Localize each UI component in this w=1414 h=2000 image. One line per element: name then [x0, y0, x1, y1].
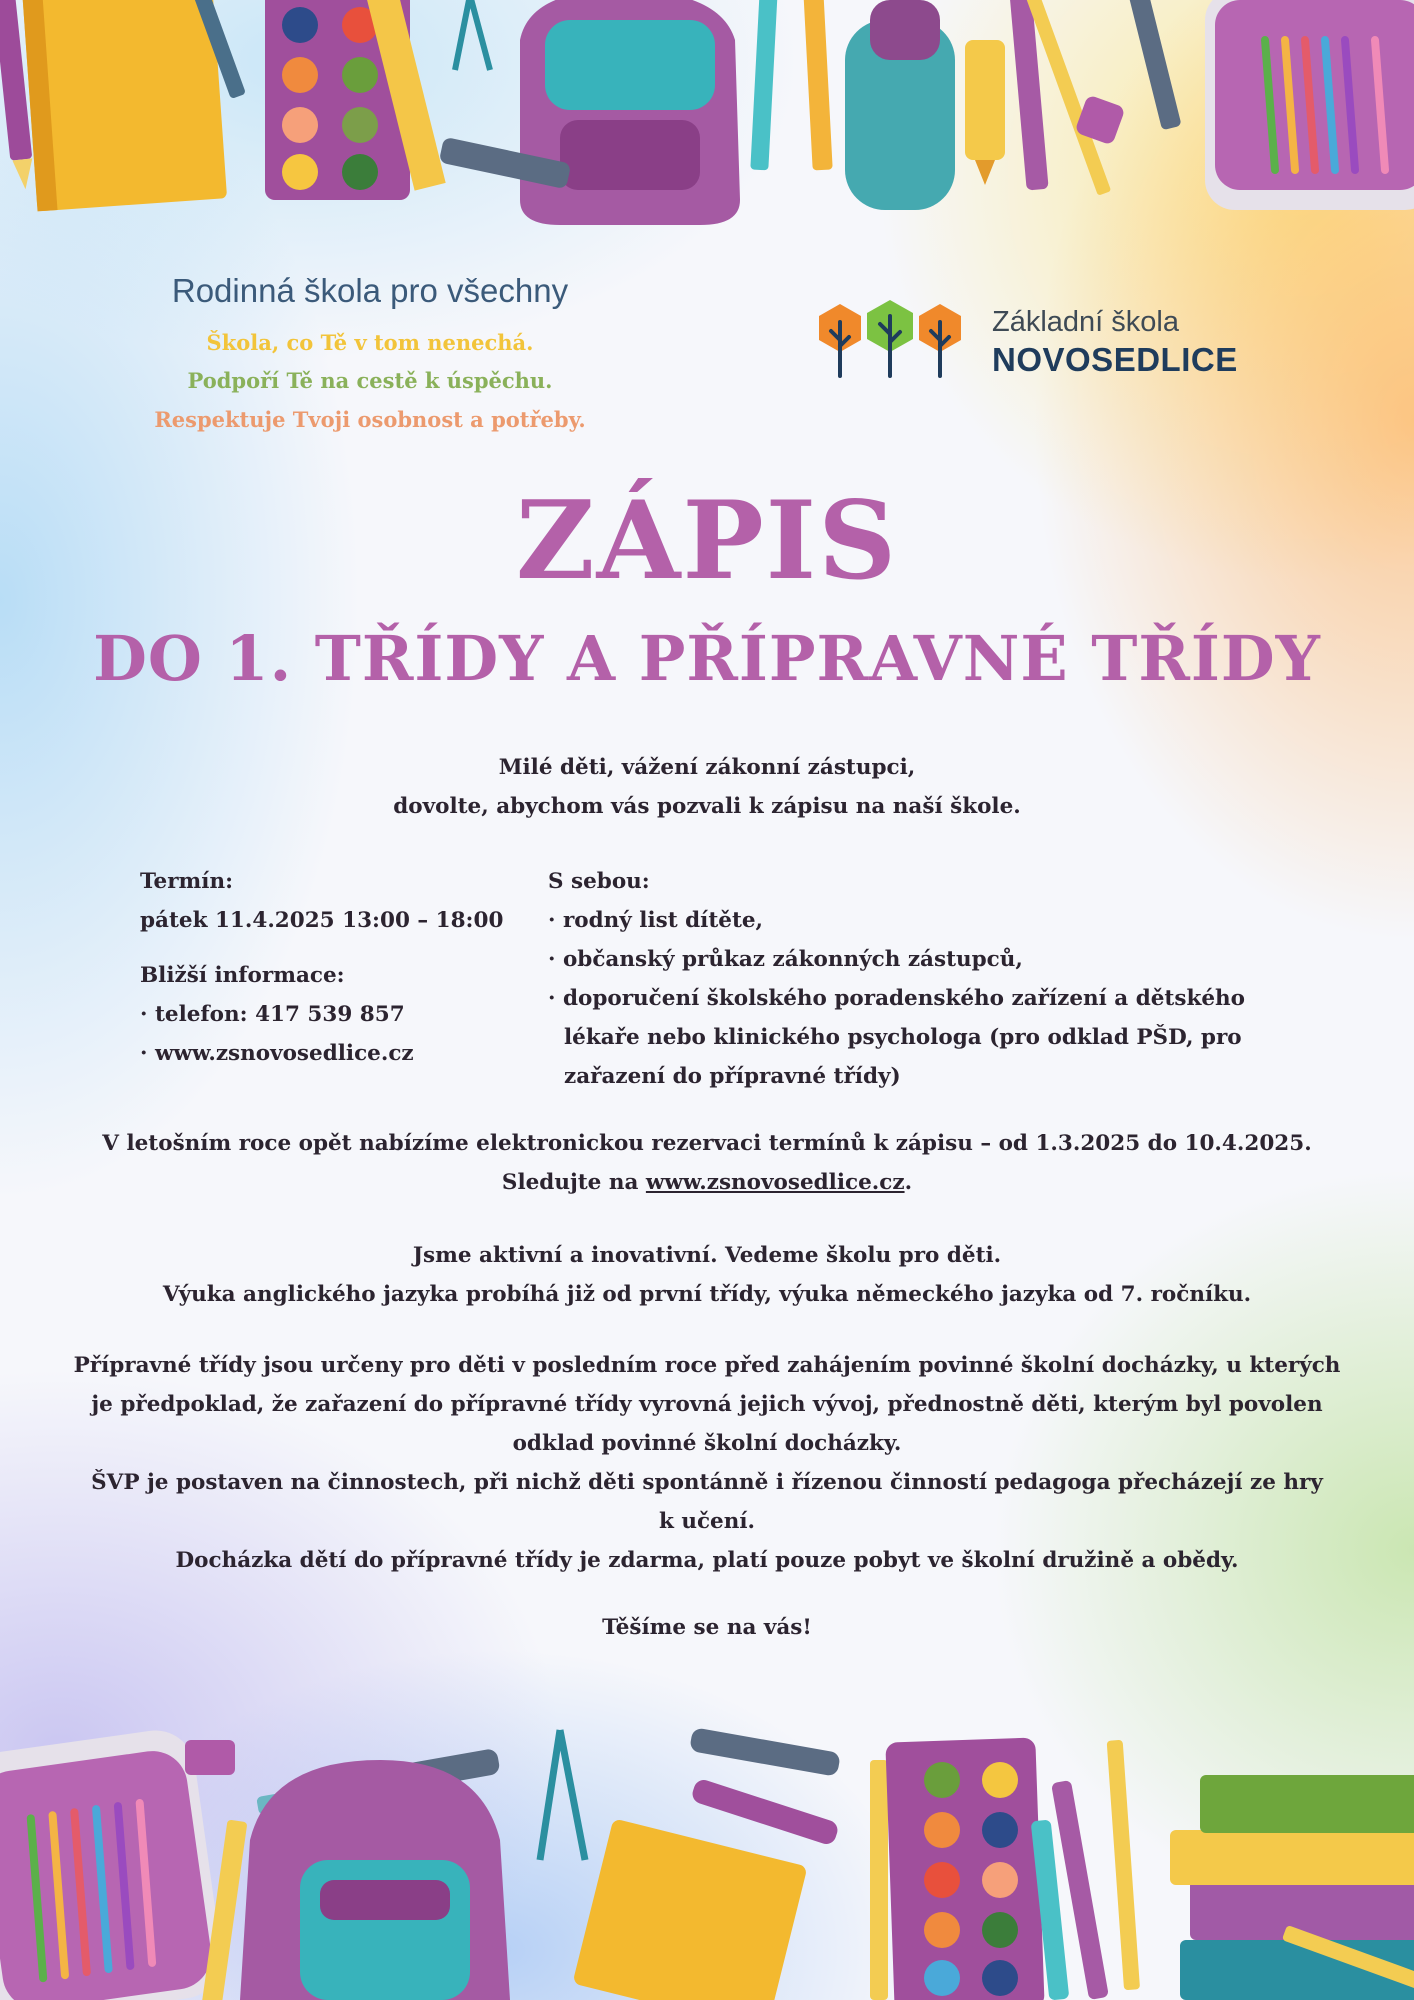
reservation-paragraph: [40, 1124, 1374, 1202]
closing-text: Těšíme se na vás!: [602, 1615, 812, 1640]
about-line-2: Výuka anglického jazyka probíhá již od první třídy, výuka německého jazyka od 7. ročníku.: [162, 1282, 1252, 1307]
main-title: ZÁPIS: [515, 478, 899, 604]
info-web: · www.zsnovosedlice.cz: [140, 1041, 414, 1066]
bring-item-3-cont-1: lékaře nebo klinického psychologa (pro odklad PŠD, pro: [564, 1025, 1242, 1050]
bring-item-3-cont-2: zařazení do přípravné třídy): [564, 1064, 901, 1089]
prep-line-5: k učení.: [658, 1509, 756, 1534]
prep-line-3: odklad povinné školní docházky.: [512, 1431, 902, 1456]
reservation-line-1: V letošním roce opět nabízíme elektronickou rezervaci termínů k zápisu – od 1.3.2025 do 10.4.2025.: [102, 1131, 1312, 1156]
motto-line-1: Škola, co Tě v tom nenechá.: [206, 330, 534, 355]
intro-line-2: dovolte, abychom vás pozvali k zápisu na naší škole.: [393, 794, 1021, 819]
logo-school-name: NOVOSEDLICE: [992, 341, 1238, 378]
logo-school-type: Základní škola: [992, 306, 1179, 338]
info-label: Bližší informace:: [140, 963, 345, 988]
bring-item-2: · občanský průkaz zákonných zástupců,: [548, 947, 1023, 972]
reservation-line-2: Sledujte na www.zsnovosedlice.cz.: [501, 1170, 913, 1195]
prep-line-6: Docházka dětí do přípravné třídy je zdarma, platí pouze pobyt ve školní družině a obědy.: [175, 1548, 1239, 1573]
prep-line-2: je předpoklad, že zařazení do přípravné třídy vyrovná jejich vývoj, přednostně děti, kterým byl povolen: [91, 1392, 1323, 1417]
intro-line-1: Milé děti, vážení zákonní zástupci,: [498, 755, 916, 780]
schedule-info-column: [140, 862, 540, 1073]
main-subtitle: DO 1. TŘÍDY A PŘÍPRAVNÉ TŘÍDY: [93, 622, 1321, 695]
prep-line-4: ŠVP je postaven na činnostech, při nichž děti spontánně i řízenou činností pedagoga přecházejí ze hry: [91, 1470, 1323, 1495]
info-phone: · telefon: 417 539 857: [140, 1002, 405, 1027]
website-link[interactable]: www.zsnovosedlice.cz: [645, 1170, 905, 1195]
school-logo-trees-icon: [815, 300, 965, 380]
about-line-1: Jsme aktivní a inovativní. Vedeme školu pro děti.: [412, 1243, 1002, 1268]
bottom-school-supplies-illustration: [0, 1700, 1414, 2000]
schedule-label: Termín:: [140, 869, 234, 894]
motto-line-2: Podpoří Tě na cestě k úspěchu.: [187, 368, 553, 393]
bring-item-3: · doporučení školského poradenského zařízení a dětského: [548, 986, 1246, 1011]
school-slogan-title: Rodinná škola pro všechny: [171, 272, 569, 309]
about-paragraph: [40, 1236, 1374, 1314]
motto-line-3: Respektuje Tvoji osobnost a potřeby.: [154, 407, 586, 432]
bring-item-1: · rodný list dítěte,: [548, 908, 764, 933]
intro-text: [0, 748, 1414, 826]
prep-line-1: Přípravné třídy jsou určeny pro děti v posledním roce před zahájením povinné školní docházky, u kterých: [73, 1353, 1341, 1378]
bring-label: S sebou:: [548, 869, 650, 894]
schedule-value: pátek 11.4.2025 13:00 – 18:00: [140, 908, 504, 933]
prep-class-paragraph: [40, 1346, 1374, 1580]
bring-list-column: [548, 862, 1308, 1096]
top-school-supplies-illustration: [0, 0, 1414, 230]
